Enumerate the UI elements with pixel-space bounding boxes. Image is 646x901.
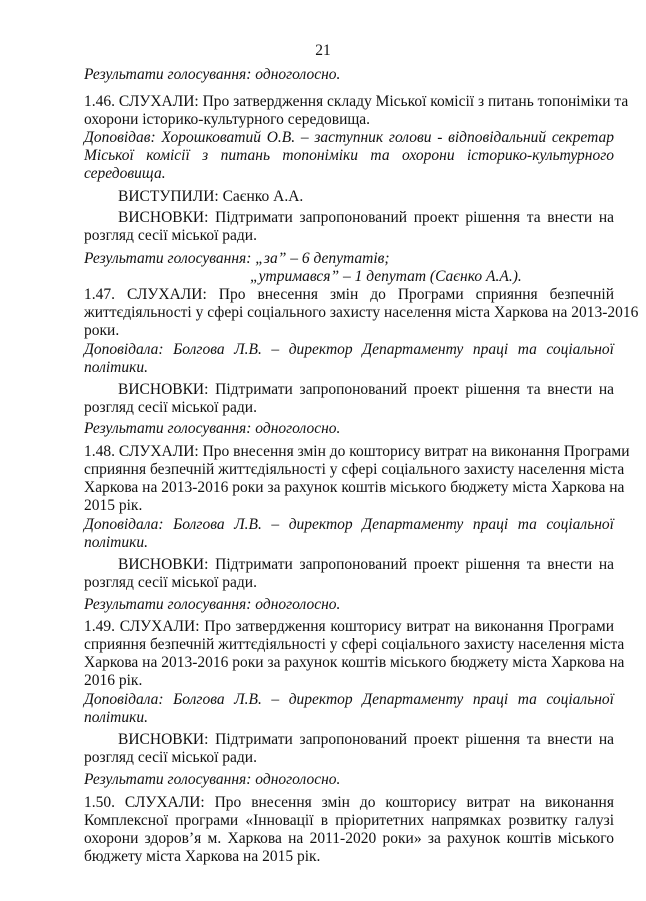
text-line: охорони здоров’я м. Харкова на 2011-2020 роки» за рахунок коштів міського [84, 830, 614, 847]
text-line: ВИСТУПИЛИ: Саєнко А.А. [118, 188, 304, 205]
text-line: ВИСНОВКИ: Підтримати запропонований проект рішення та внести на [118, 556, 614, 573]
text-line: Доповідав: Хорошковатий О.В. – заступник голови - відповідальний секретар [84, 129, 614, 146]
text-line: Результати голосування: „за” – 6 депутатів; [84, 250, 390, 267]
text-line: 1.47. СЛУХАЛИ: Про внесення змін до Програми сприяння безпечній [84, 286, 614, 303]
text-line: розгляд сесії міської ради. [84, 749, 257, 766]
text-line: 1.48. СЛУХАЛИ: Про внесення змін до кошторису витрат на виконання Програми [84, 443, 630, 460]
text-line: бюджету міста Харкова на 2015 рік. [84, 848, 321, 865]
text-line: середовища. [84, 165, 166, 182]
text-line: Доповідала: Болгова Л.В. – директор Департаменту праці та соціальної [84, 341, 614, 358]
text-line: політики. [84, 359, 148, 376]
text-line: 2015 рік. [84, 497, 143, 514]
text-line: розгляд сесії міської ради. [84, 574, 257, 591]
text-line: Харкова на 2013-2016 роки за рахунок коштів міського бюджету міста Харкова на [84, 654, 625, 671]
text-line: життєдіяльності у сфері соціального захисту населення міста Харкова на 2013-2016 [84, 304, 639, 321]
text-line: сприяння безпечній життєдіяльності у сфері соціального захисту населення міста [84, 461, 625, 478]
text-line: розгляд сесії міської ради. [84, 399, 257, 416]
text-line: ВИСНОВКИ: Підтримати запропонований проект рішення та внести на [118, 381, 614, 398]
text-line: „утримався” – 1 депутат (Саєнко А.А.). [250, 268, 522, 285]
text-line: розгляд сесії міської ради. [84, 227, 257, 244]
text-line: Результати голосування: одноголосно. [84, 420, 341, 437]
text-line: Доповідала: Болгова Л.В. – директор Департаменту праці та соціальної [84, 516, 614, 533]
text-line: ВИСНОВКИ: Підтримати запропонований проект рішення та внести на [118, 209, 614, 226]
text-line: Результати голосування: одноголосно. [84, 596, 341, 613]
text-line: Результати голосування: одноголосно. [84, 66, 341, 83]
page-number: 21 [315, 42, 331, 59]
text-line: сприяння безпечній життєдіяльності у сфері соціального захисту населення міста [84, 636, 625, 653]
text-line: Доповідала: Болгова Л.В. – директор Департаменту праці та соціальної [84, 691, 614, 708]
text-line: політики. [84, 534, 148, 551]
text-line: Міської комісії з питань топоніміки та охорони історико-культурного [84, 147, 614, 164]
text-line: 1.46. СЛУХАЛИ: Про затвердження складу Міської комісії з питань топоніміки та [84, 93, 629, 110]
text-line: 2016 рік. [84, 672, 143, 689]
text-line: роки. [84, 322, 120, 339]
text-line: охорони історико-культурного середовища. [84, 111, 371, 128]
text-line: Результати голосування: одноголосно. [84, 771, 341, 788]
text-line: 1.50. СЛУХАЛИ: Про внесення змін до кошторису витрат на виконання [84, 794, 614, 811]
text-line: 1.49. СЛУХАЛИ: Про затвердження кошторису витрат на виконання Програми [84, 618, 614, 635]
text-line: Комплексної програми «Інновації в пріоритетних напрямках розвитку галузі [84, 812, 614, 829]
text-line: ВИСНОВКИ: Підтримати запропонований проект рішення та внести на [118, 731, 614, 748]
text-line: Харкова на 2013-2016 роки за рахунок коштів міського бюджету міста Харкова на [84, 479, 625, 496]
text-line: політики. [84, 709, 148, 726]
